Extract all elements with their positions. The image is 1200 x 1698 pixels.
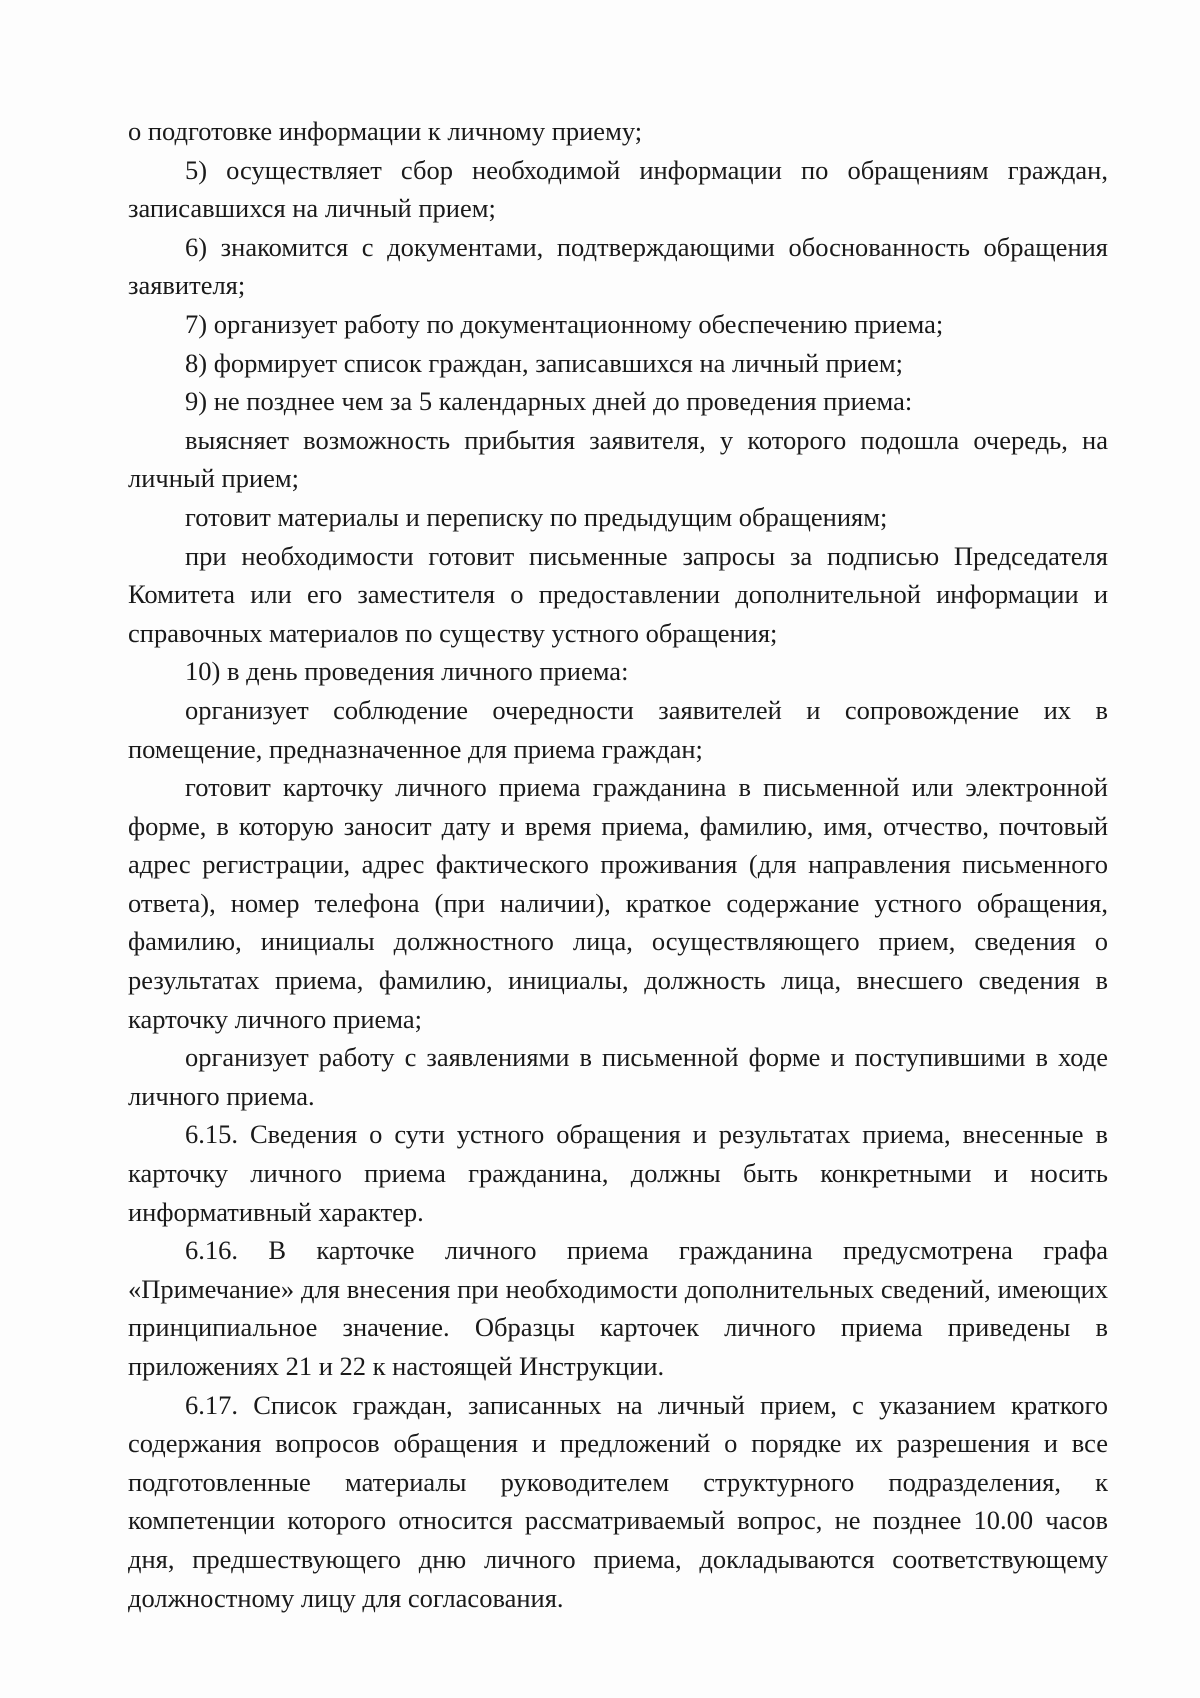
paragraph-item-9-sub-1: выясняет возможность прибытия заявителя, у которого подошла очередь, на личный прием;	[128, 424, 1108, 494]
paragraph-continuation: о подготовке информации к личному приему;	[128, 116, 643, 146]
paragraph-item-6: 6) знакомится с документами, подтверждающими обоснованность обращения заявителя;	[128, 231, 1108, 301]
paragraph-item-10: 10) в день проведения личного приема:	[185, 656, 629, 687]
paragraph-item-9-sub-3: при необходимости готовит письменные запросы за подписью Председателя Комитета или его заместителя о предоставлении дополнительной информации и справочных материалов по существу устного обращения;	[128, 540, 1108, 648]
paragraph-section-6-16: 6.16. В карточке личного приема гражданина предусмотрена графа «Примечание» для внесения при необходимости дополнительных сведений, имеющих принципиальное значение. Образцы карточек личного приема приведены в приложениях 21 и 22 к настоящей Инструкции.	[128, 1235, 1108, 1381]
paragraph-item-8: 8) формирует список граждан, записавшихся на личный прием;	[185, 347, 904, 378]
paragraph-item-7: 7) организует работу по документационному обеспечению приема;	[185, 308, 944, 339]
paragraph-item-9: 9) не позднее чем за 5 календарных дней до проведения приема:	[185, 386, 913, 417]
paragraph-item-9-sub-2: готовит материалы и переписку по предыдущим обращениям;	[185, 501, 888, 532]
paragraph-item-10-sub-3: организует работу с заявлениями в письменной форме и поступившими в ходе личного приема.	[128, 1042, 1108, 1111]
paragraph-section-6-17: 6.17. Список граждан, записанных на личный прием, с указанием краткого содержания вопросов обращения и предложений о порядке их разрешения и все подготовленные материалы руководителем структурного подразделения, к компетенции которого относится рассматриваемый вопрос, не позднее 10.00 часов дня, предшествующего дню личного приема, докладываются соответствующему должностному лицу для согласования.	[128, 1389, 1108, 1613]
paragraph-item-10-sub-2: готовит карточку личного приема гражданина в письменной или электронной форме, в которую заносит дату и время приема, фамилию, имя, отчество, почтовый адрес регистрации, адрес фактического проживания (для направления письменного ответа), номер телефона (при наличии), краткое содержание устного обращения, фамилию, инициалы должностного лица, осуществляющего прием, сведения о результатах приема, фамилию, инициалы, должность лица, внесшего сведения в карточку личного приема;	[128, 772, 1108, 1034]
paragraph-item-10-sub-1: организует соблюдение очередности заявителей и сопровождение их в помещение, предназначенное для приема граждан;	[128, 694, 1108, 764]
paragraph-section-6-15: 6.15. Сведения о сути устного обращения и результатах приема, внесенные в карточку личного приема гражданина, должны быть конкретными и носить информативный характер.	[128, 1119, 1108, 1227]
paragraph-item-5: 5) осуществляет сбор необходимой информации по обращениям граждан, записавшихся на личный прием;	[128, 154, 1108, 224]
document-body	[128, 112, 1108, 1617]
